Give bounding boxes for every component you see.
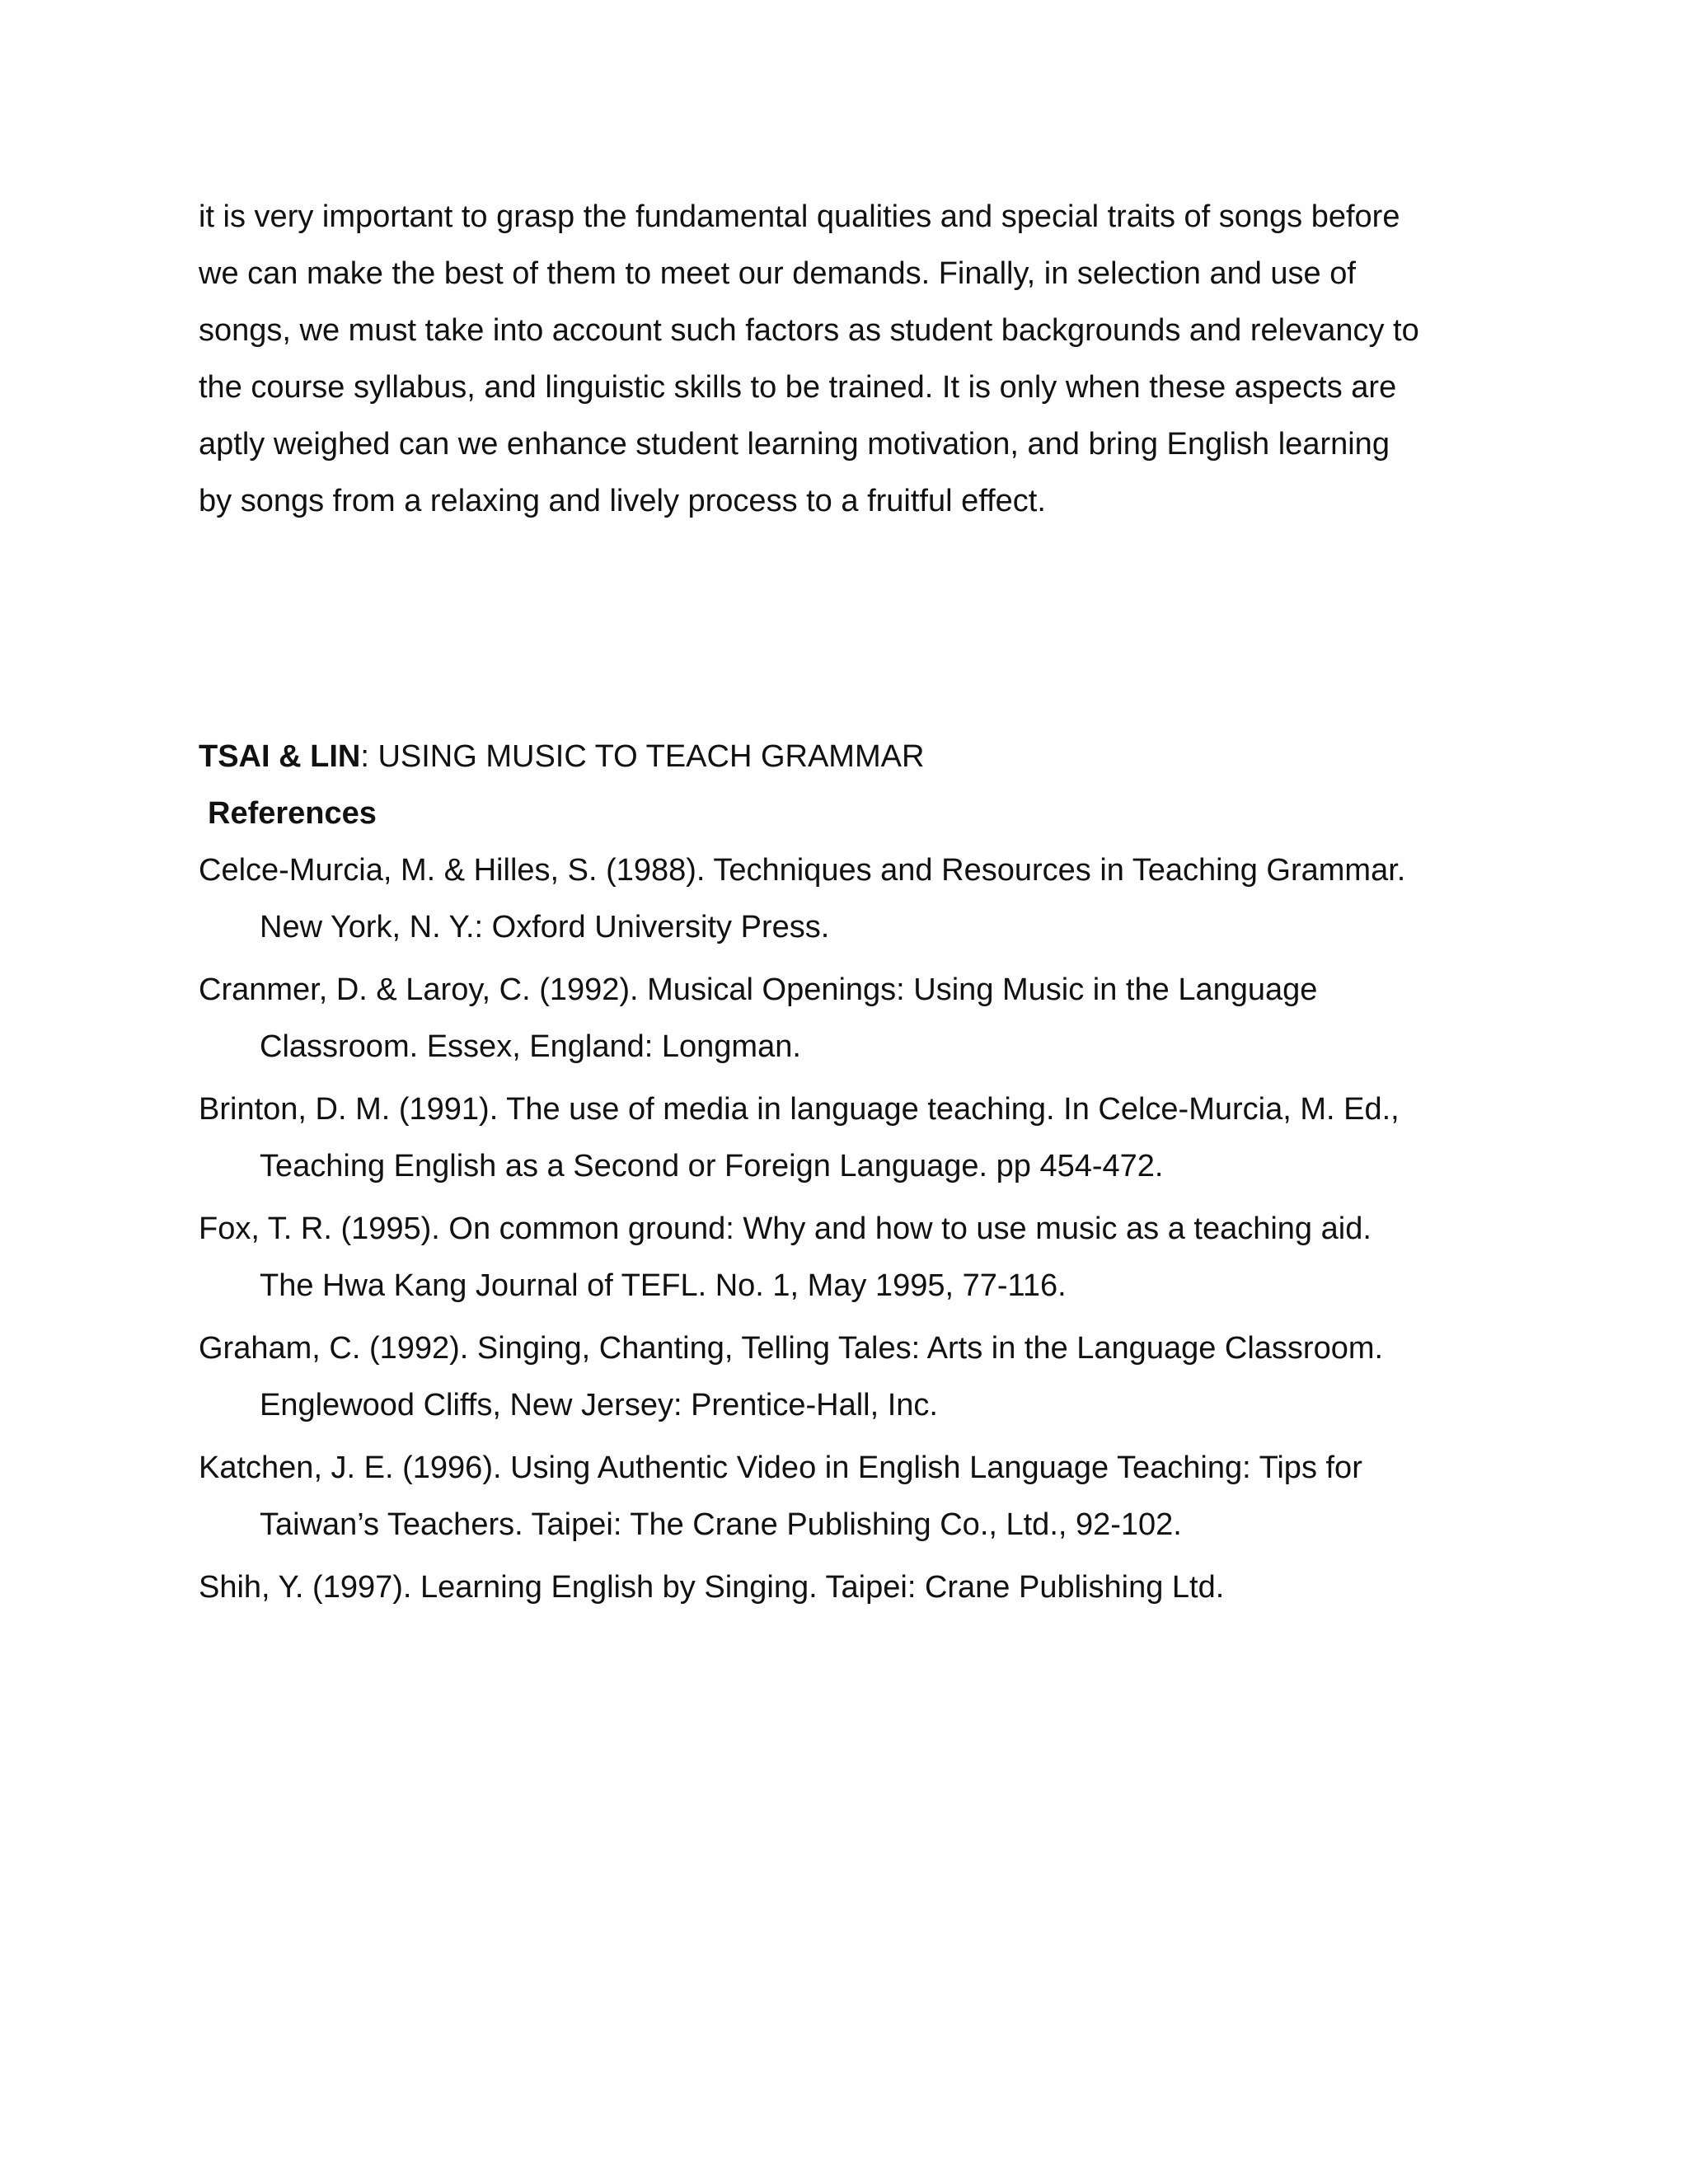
reference-item: [199, 962, 1550, 1076]
paragraph-line: the course syllabus, and linguistic skills to be trained. It is only when these aspects are: [199, 370, 1397, 405]
paragraph-line: songs, we must take into account such factors as student backgrounds and relevancy to: [199, 313, 1419, 348]
paragraph-line: by songs from a relaxing and lively process to a fruitful effect.: [199, 484, 1046, 518]
reference-line: Graham, C. (1992). Singing, Chanting, Telling Tales: Arts in the Language Classroom.: [199, 1331, 1384, 1366]
references-heading: References: [208, 796, 377, 831]
paragraph-line: aptly weighed can we enhance student learning motivation, and bring English learning: [199, 427, 1390, 462]
reference-item: [199, 1559, 1550, 1616]
reference-item: [199, 1201, 1550, 1315]
reference-continuation: Taiwan’s Teachers. Taipei: The Crane Publishing Co., Ltd., 92-102.: [260, 1507, 1182, 1542]
paragraph-line: we can make the best of them to meet our demands. Finally, in selection and use of: [199, 256, 1356, 291]
body-paragraph: [199, 189, 1534, 530]
reference-continuation: Classroom. Essex, England: Longman.: [260, 1029, 801, 1064]
reference-continuation: Englewood Cliffs, New Jersey: Prentice-Hall, Inc.: [260, 1388, 938, 1422]
reference-line: Katchen, J. E. (1996). Using Authentic Video in English Language Teaching: Tips for: [199, 1451, 1362, 1485]
reference-continuation: Teaching English as a Second or Foreign Language. pp 454-472.: [260, 1149, 1164, 1183]
reference-line: Brinton, D. M. (1991). The use of media in language teaching. In Celce-Murcia, M. Ed.,: [199, 1092, 1400, 1127]
reference-list: [199, 842, 1550, 1622]
running-header: [199, 729, 924, 785]
reference-item: [199, 1440, 1550, 1554]
reference-line: Cranmer, D. & Laroy, C. (1992). Musical Openings: Using Music in the Language: [199, 972, 1318, 1007]
header-authors: TSAI & LIN: [199, 739, 361, 774]
reference-item: [199, 1081, 1550, 1195]
reference-item: [199, 1320, 1550, 1434]
reference-line: Shih, Y. (1997). Learning English by Singing. Taipei: Crane Publishing Ltd.: [199, 1570, 1225, 1605]
reference-line: Fox, T. R. (1995). On common ground: Why and how to use music as a teaching aid.: [199, 1212, 1372, 1246]
paragraph-line: it is very important to grasp the fundamental qualities and special traits of songs before: [199, 199, 1400, 234]
header-title: : USING MUSIC TO TEACH GRAMMAR: [360, 739, 925, 774]
reference-item: [199, 842, 1550, 956]
reference-continuation: New York, N. Y.: Oxford University Press.: [260, 910, 830, 944]
reference-line: Celce-Murcia, M. & Hilles, S. (1988). Techniques and Resources in Teaching Grammar.: [199, 853, 1406, 888]
reference-continuation: The Hwa Kang Journal of TEFL. No. 1, May 1995, 77-116.: [260, 1268, 1067, 1303]
